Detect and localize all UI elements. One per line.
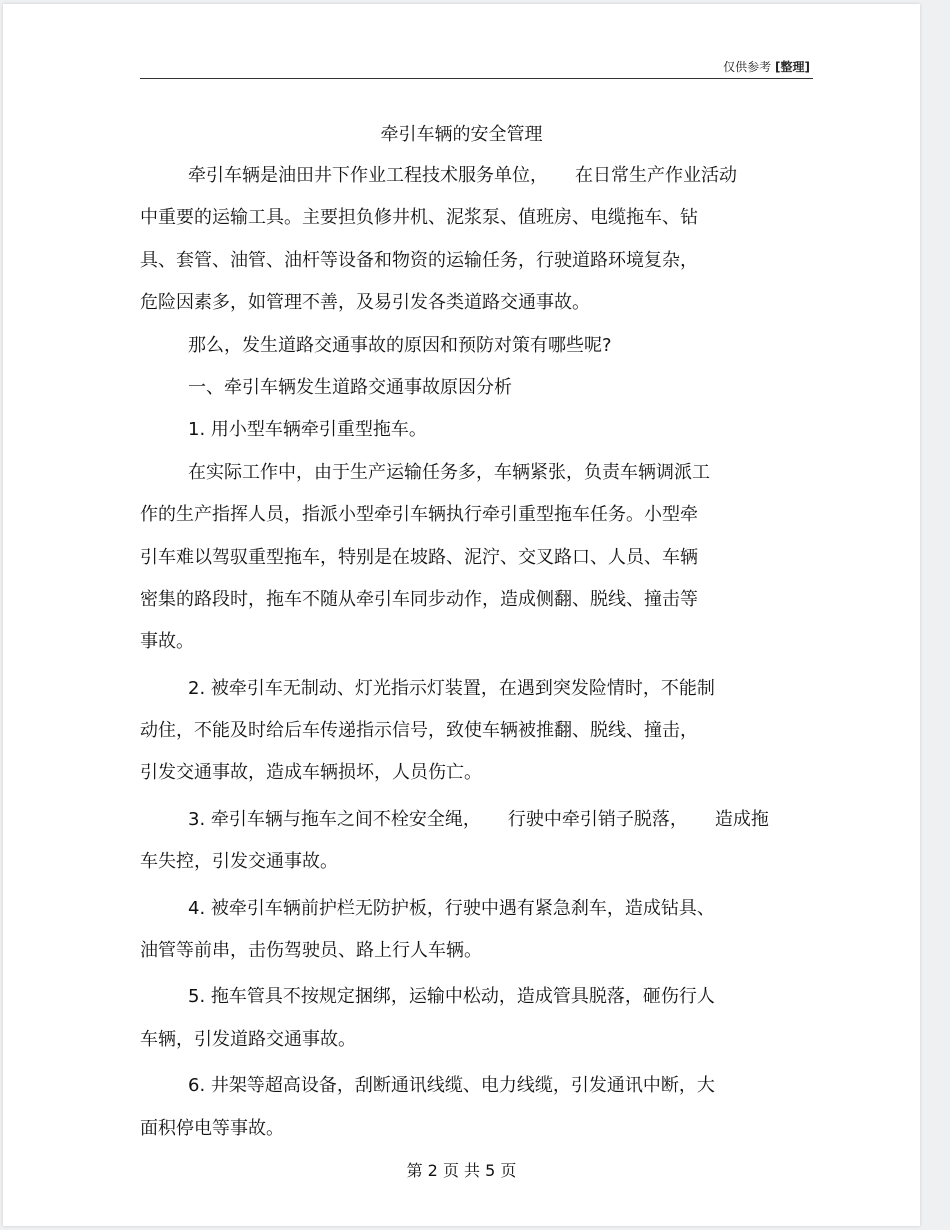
paragraph-line: 在实际工作中，由于生产运输任务多，车辆紧张，负责车辆调派工 bbox=[188, 461, 710, 483]
paragraph bbox=[140, 1065, 820, 1150]
page-footer: 第 2 页 共 5 页 bbox=[406, 1161, 517, 1180]
paragraph-line: 3. 牵引车辆与拖车之间不栓安全绳， 行驶中牵引销子脱落， 造成拖 bbox=[188, 808, 769, 830]
header-tag: [整理] bbox=[775, 60, 810, 74]
document-title: 牵引车辆的安全管理 bbox=[380, 124, 543, 145]
header-rule bbox=[140, 78, 813, 79]
paragraph bbox=[140, 799, 820, 884]
paragraph bbox=[140, 888, 820, 973]
paragraph bbox=[140, 452, 820, 664]
paragraph bbox=[140, 325, 820, 367]
paragraph-line: 密集的路段时，拖车不随从牵引车同步动作，造成侧翻、脱线、撞击等 bbox=[140, 588, 698, 610]
paragraph-line: 车失控，引发交通事故。 bbox=[140, 851, 338, 873]
paragraph bbox=[140, 409, 820, 451]
paragraph-line: 引发交通事故，造成车辆损坏，人员伤亡。 bbox=[140, 762, 482, 784]
header-note bbox=[723, 58, 810, 75]
paragraph-line: 油管等前串，击伤驾驶员、路上行人车辆。 bbox=[140, 940, 482, 962]
paragraph-line: 牵引车辆是油田井下作业工程技术服务单位， 在日常生产作业活动 bbox=[188, 165, 737, 186]
paragraph bbox=[140, 668, 820, 795]
paragraph-line: 那么，发生道路交通事故的原因和预防对策有哪些呢? bbox=[188, 334, 612, 356]
paragraph bbox=[140, 976, 820, 1061]
paragraph-line: 车辆，引发道路交通事故。 bbox=[140, 1028, 356, 1050]
paragraph-line: 4. 被牵引车辆前护栏无防护板，行驶中遇有紧急刹车，造成钻具、 bbox=[188, 897, 715, 919]
paragraph-line: 具、套管、油管、油杆等设备和物资的运输任务，行驶道路环境复杂， bbox=[140, 249, 698, 271]
document-body bbox=[140, 155, 820, 1150]
paragraph-line: 一、牵引车辆发生道路交通事故原因分析 bbox=[188, 376, 512, 398]
paragraph-line: 2. 被牵引车无制动、灯光指示灯装置，在遇到突发险情时，不能制 bbox=[188, 677, 715, 699]
paragraph-line: 引车难以驾驭重型拖车，特别是在坡路、泥泞、交叉路口、人员、车辆 bbox=[140, 546, 698, 568]
paragraph-line: 危险因素多，如管理不善，及易引发各类道路交通事故。 bbox=[140, 292, 590, 314]
paragraph-line: 6. 井架等超高设备，刮断通讯线缆、电力线缆，引发通讯中断，大 bbox=[188, 1075, 715, 1097]
paragraph bbox=[140, 367, 820, 409]
paragraph-line: 事故。 bbox=[140, 631, 194, 653]
paragraph-line: 动住，不能及时给后车传递指示信号，致使车辆被推翻、脱线、撞击， bbox=[140, 720, 698, 742]
header-note-text: 仅供参考 bbox=[723, 60, 772, 74]
paragraph bbox=[140, 155, 820, 325]
paragraph-line: 作的生产指挥人员，指派小型牵引车辆执行牵引重型拖车任务。小型牵 bbox=[140, 504, 698, 526]
paragraph-line: 5. 拖车管具不按规定捆绑，运输中松动，造成管具脱落，砸伤行人 bbox=[188, 986, 715, 1008]
paragraph-line: 中重要的运输工具。主要担负修井机、泥浆泵、值班房、电缆拖车、钻 bbox=[140, 207, 698, 229]
paragraph-line: 面积停电等事故。 bbox=[140, 1117, 284, 1139]
paragraph-line: 1. 用小型车辆牵引重型拖车。 bbox=[188, 419, 427, 441]
document-page bbox=[3, 4, 920, 1226]
